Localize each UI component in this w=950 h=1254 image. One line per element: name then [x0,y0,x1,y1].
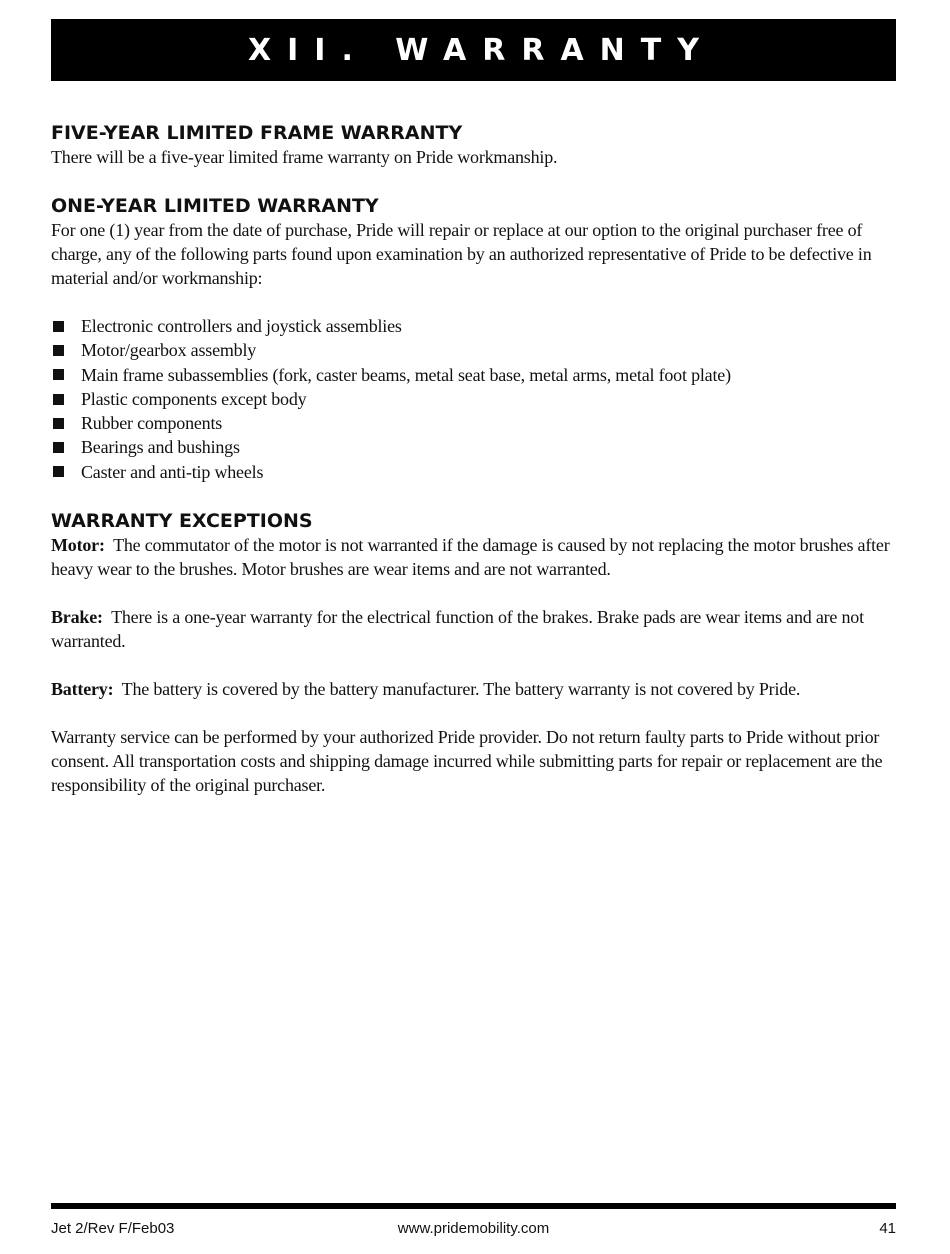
frame-warranty-text: There will be a five-year limited frame warranty on Pride workmanship. [51,147,558,167]
page-footer [51,1219,896,1239]
square-bullet-icon [53,442,64,453]
covered-parts-list [51,314,896,484]
brake-label: Brake: [51,607,103,628]
battery-exception [51,677,896,701]
list-item: Caster and anti-tip wheels [51,460,896,484]
footer-document-id: Jet 2/Rev F/Feb03 [51,1220,175,1237]
list-item: Rubber components [51,411,896,435]
motor-text: The commutator of the motor is not warranted if the damage is caused by not replacing the motor brushes after heavy wear to the brushes. Motor brushes are wear items and are not warranted. [51,535,890,580]
square-bullet-icon [53,466,64,477]
list-item: Bearings and bushings [51,435,896,459]
square-bullet-icon [53,418,64,429]
page-title: XII. WARRANTY [248,32,715,68]
list-item: Motor/gearbox assembly [51,338,896,362]
battery-label: Battery: [51,679,114,700]
motor-label: Motor: [51,535,105,556]
brake-text: There is a one-year warranty for the electrical function of the brakes. Brake pads are wear items and are not warranted. [51,607,864,652]
section-banner [51,19,896,81]
list-item: Main frame subassemblies (fork, caster beams, metal seat base, metal arms, metal foot plate) [51,363,896,387]
square-bullet-icon [53,321,64,332]
frame-warranty-heading: FIVE-YEAR LIMITED FRAME WARRANTY [51,122,463,144]
list-item: Electronic controllers and joystick assemblies [51,314,896,338]
brake-exception [51,605,896,653]
square-bullet-icon [53,345,64,356]
one-year-warranty-heading: ONE-YEAR LIMITED WARRANTY [51,195,379,217]
list-item: Plastic components except body [51,387,896,411]
footer-divider [51,1203,896,1209]
square-bullet-icon [53,369,64,380]
battery-text: The battery is covered by the battery manufacturer. The battery warranty is not covered by Pride. [121,679,801,700]
motor-exception [51,533,896,581]
page-number: 41 [879,1220,896,1237]
warranty-service-text: Warranty service can be performed by your authorized Pride provider. Do not return faulty parts to Pride without prior consent. All transportation costs and shipping damage incurred while submitting parts for repair or replacement are the responsibility of the original purchaser. [51,727,883,796]
warranty-exceptions-heading: WARRANTY EXCEPTIONS [51,510,313,533]
square-bullet-icon [53,394,64,405]
document-body [51,121,896,797]
footer-website: www.pridemobility.com [397,1220,550,1237]
one-year-warranty-text: For one (1) year from the date of purchase, Pride will repair or replace at our option to the original purchaser free of charge, any of the following parts found upon examination by an authorized representative of Pride to be defective in material and/or workmanship: [51,220,872,288]
